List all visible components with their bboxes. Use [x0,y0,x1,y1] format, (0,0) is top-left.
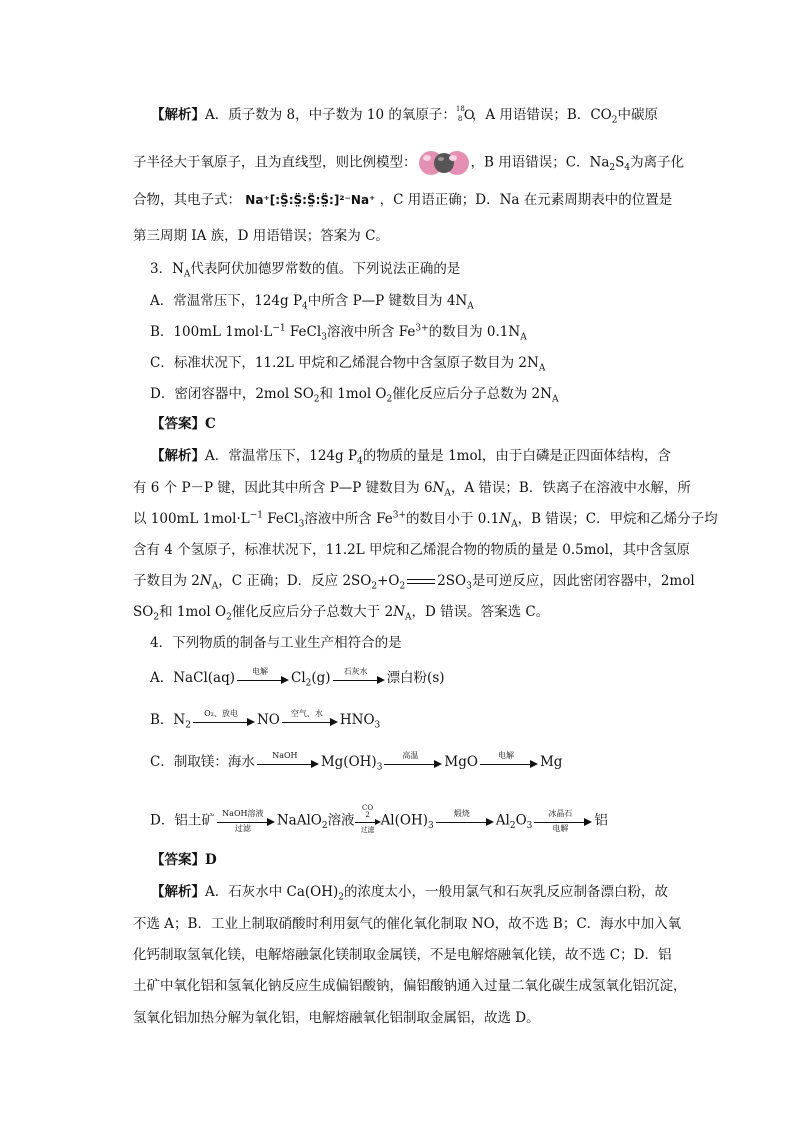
question-3-option-d: D．密闭容器中，2mol $SO_2$和 1mol $O_2$催化反应后分子总数为 $2N_A$ [150,386,559,405]
question-3-answer: 【答案】C [151,416,216,432]
q4-explanation-line-1: 【解析】A．石灰水中 $Ca(OH)_2$的浓度太小，一般用氯气和石灰乳反应制备漂白粉，故 [151,884,669,903]
q4-explanation-line-3: 化钙制取氢氧化镁，电解熔融氯化镁制取金属镁，不是电解熔融氧化镁，故不选 C；D．铝 [133,947,672,963]
question-4-option-c: C．制取镁：海水 NaOH $Mg(OH)_3$ 高温 MgO 电解 Mg [150,750,563,773]
question-3-stem: 3．$N_A$代表阿伏加德罗常数的值。下列说法正确的是 [150,261,461,280]
reaction-arrow: 电解 [237,669,289,689]
equilibrium-sign [407,576,435,588]
q4-explanation-line-4: 土矿中氧化铝和氢氧化钠反应生成偏铝酸钠，偏铝酸钠通入过量二氧化碳生成氢氧化铝沉淀， [133,978,687,994]
reaction-arrow: CO 2 过滤 [355,804,381,838]
reaction-arrow: 石灰水 [333,669,385,689]
question-4-stem: 4．下列物质的制备与工业生产相符合的是 [150,635,402,651]
reaction-arrow: 煅烧 [436,811,494,831]
q4-explanation-line-2: 不选 A；B．工业上制取硝酸时利用氨气的催化氧化制取 NO，故不选 B；C．海水中加入氧 [133,916,682,932]
q3-explanation-line-6: $SO_2$和 1mol $O_2$催化反应后分子总数大于 $2N_A$，D 错误。答案选 C。 [133,604,550,623]
question-4-option-a: A．NaCl(aq) 电解 $Cl_2(g)$ 石灰水 漂白粉(s) [150,666,445,689]
reaction-arrow: 电解 [480,753,538,773]
question-4-option-d: D．铝土矿 NaOH溶液 过滤 NaAlO$_2$溶液 CO 2 过滤 $Al(OH)_3$ 煅烧 $Al_2O_3$ 冰晶石 电解 铝 [150,804,608,838]
reaction-arrow: NaOH [257,753,319,773]
q3-explanation-line-1: 【解析】A．常温常压下，124g $P_4$的物质的量是 1mol，由于白磷是正四面体结构，含 [151,448,671,467]
co2-ball-model-image [417,148,471,178]
explanation-line-3: 合物，其电子式： Na⁺[:S̤̈:S̤̈:S̤̈:S̤̈:]²⁻Na⁺ ，C 用语正确；D．Na 在元素周期表中的位置是 [133,192,673,208]
question-4-answer: 【答案】D [151,852,217,868]
reaction-arrow: 高温 [384,753,442,773]
q4-explanation-line-5: 氢氧化铝加热分解为氧化铝，电解熔融氧化铝制取金属铝，故选 D。 [133,1010,540,1026]
oxygen-isotope: 18 8 O [455,104,475,123]
explanation-line-4: 第三周期 IA 族，D 用语错误；答案为 C。 [133,228,389,244]
explanation-line-2: 子半径大于氧原子，且为直线型，则比例模型： ，B 用语错误；C．$Na_2S_4$为离子化 [133,148,684,178]
reaction-arrow: NaOH溶液 过滤 [217,811,275,831]
question-3-option-c: C．标准状况下，11.2L 甲烷和乙烯混合物中含氢原子数目为 $2N_A$ [150,355,546,374]
reaction-arrow: 空气、水 [282,711,338,731]
q3-explanation-line-5: 子数目为 $2N_A$，C 正确；D．反应 $2SO_2+O_2$ $2SO_3$是可逆反应，因此密闭容器中，2mol [133,573,695,592]
explanation-line-1: 【解析】A．质子数为 8，中子数为 10 的氧原子： 18 8 O ，A 用语错误；B．$CO_2$中碳原 [151,104,658,126]
question-3-option-b: B．100mL $1mol\cdot L^{-1}$ FeCl$_3$溶液中所含 $Fe^{3+}$的数目为 $0.1N_A$ [150,323,527,343]
question-3-option-a: A．常温常压下，124g $P_4$中所含 P—P 键数目为 $4N_A$ [150,293,474,312]
question-4-option-b: B．$N_2$ O₂、放电 NO 空气、水 $HNO_3$ [150,708,381,731]
q3-explanation-line-4: 含有 4 个氢原子，标准状况下，11.2L 甲烷和乙烯混合物的物质的量是 0.5mol，其中含氢原 [133,542,690,558]
q3-explanation-line-2: 有 6 个 P－P 键，因此其中所含 P—P 键数目为 $6N_A$，A 错误；B．铁离子在溶液中水解，所 [133,480,691,499]
reaction-arrow: 冰晶石 电解 [534,811,592,831]
q3-explanation-line-3: 以 100mL $1mol\cdot L^{-1}$ FeCl$_3$溶液中所含 $Fe^{3+}$的数目小于 $0.1N_A$，B 错误；C．甲烷和乙烯分子均 [133,510,718,530]
reaction-arrow: O₂、放电 [193,711,255,731]
electron-formula-na2s4: Na⁺[:S̤̈:S̤̈:S̤̈:S̤̈:]²⁻Na⁺ [245,193,376,207]
